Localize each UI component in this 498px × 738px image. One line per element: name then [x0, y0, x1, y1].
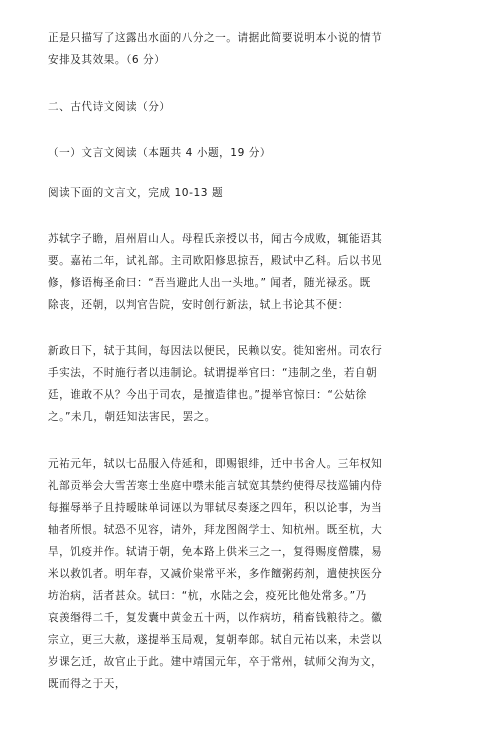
paragraph-line: 要。嘉祐二年，试礼部。主司欧阳修思掠吾，殿试中乙科。后以书见: [48, 255, 383, 267]
paragraph-line: 米以救饥者。明年春，又减价粜常平米，多作饘粥药剂，遣使挟医分: [48, 568, 383, 580]
paragraph-line: 宗立，更三大赦，遂提举玉局观，复朝奉郎。轼自元祐以来，未尝以: [48, 634, 383, 646]
question-line: 安排及其效果。（6 分）: [48, 54, 166, 66]
subsection-title: （一）文言文阅读（本题共 4 小题，19 分）: [48, 147, 272, 159]
instruction-text: 阅读下面的文言文，完成 10-13 题: [48, 187, 224, 199]
paragraph-line: 岁课乞迁，故官止于此。建中靖国元年，卒于常州，轼师父洵为文，: [48, 656, 383, 668]
paragraph-line: 哀羡缗得二千，复发囊中黄金五十两，以作病坊，稍畜钱粮待之。徽: [48, 612, 383, 624]
paragraph-line: 元祐元年，轼以七品服入侍延和，即赐银绯，迁中书舍人。三年权知: [48, 458, 383, 470]
section-title: 二、古代诗文阅读（分）: [48, 101, 171, 113]
question-line: 正是只描写了这露出水面的八分之一。请据此简要说明本小说的情节: [48, 32, 383, 44]
paragraph-line: 除丧，还朝，以判官告院，安时创行新法，轼上书论其不便：: [48, 299, 349, 311]
paragraph-line: 廷，谁敢不从？今出于司农，是擅造律也。”提举官惊曰：“公姑徐: [48, 389, 367, 401]
paragraph-line: 苏轼字子瞻，眉州眉山人。母程氏亲授以书，闻古今成败，辄能语其: [48, 233, 383, 245]
paragraph-line: 礼部贡举会大雪苦寒士坐庭中噤未能言轼宽其禁约使得尽技巡铺内侍: [48, 480, 383, 492]
paragraph-line: 之。”未几，朝廷知法害民，罢之。: [48, 411, 216, 423]
paragraph-line: 每摧辱举子且持暧昧单词诬以为罪轼尽奏逐之四年，积以论事，为当: [48, 502, 383, 514]
paragraph-line: 手实法，不时施行者以违制论。轼谓提举官曰：“违制之坐，若自朝: [48, 367, 378, 379]
paragraph-line: 坊治病，活者甚众。轼曰：“杭，水陆之会，疫死比他处常多。”乃: [48, 590, 367, 602]
paragraph-line: 新政日下，轼于其间，每因法以便民，民赖以安。徙知密州。司农行: [48, 345, 383, 357]
paragraph-line: 既而得之于天，: [48, 678, 127, 690]
paragraph-line: 轴者所恨。轼恐不见容，请外，拜龙图阁学士、知杭州。既至杭，大: [48, 524, 383, 536]
paragraph-line: 修，修语梅圣俞曰：“吾当避此人出一头地。” 闻者，随光禄丞。既: [48, 277, 371, 289]
paragraph-line: 旱，饥疫并作。轼请于朝，免本路上供米三之一，复得赐度僧牒，易: [48, 546, 383, 558]
